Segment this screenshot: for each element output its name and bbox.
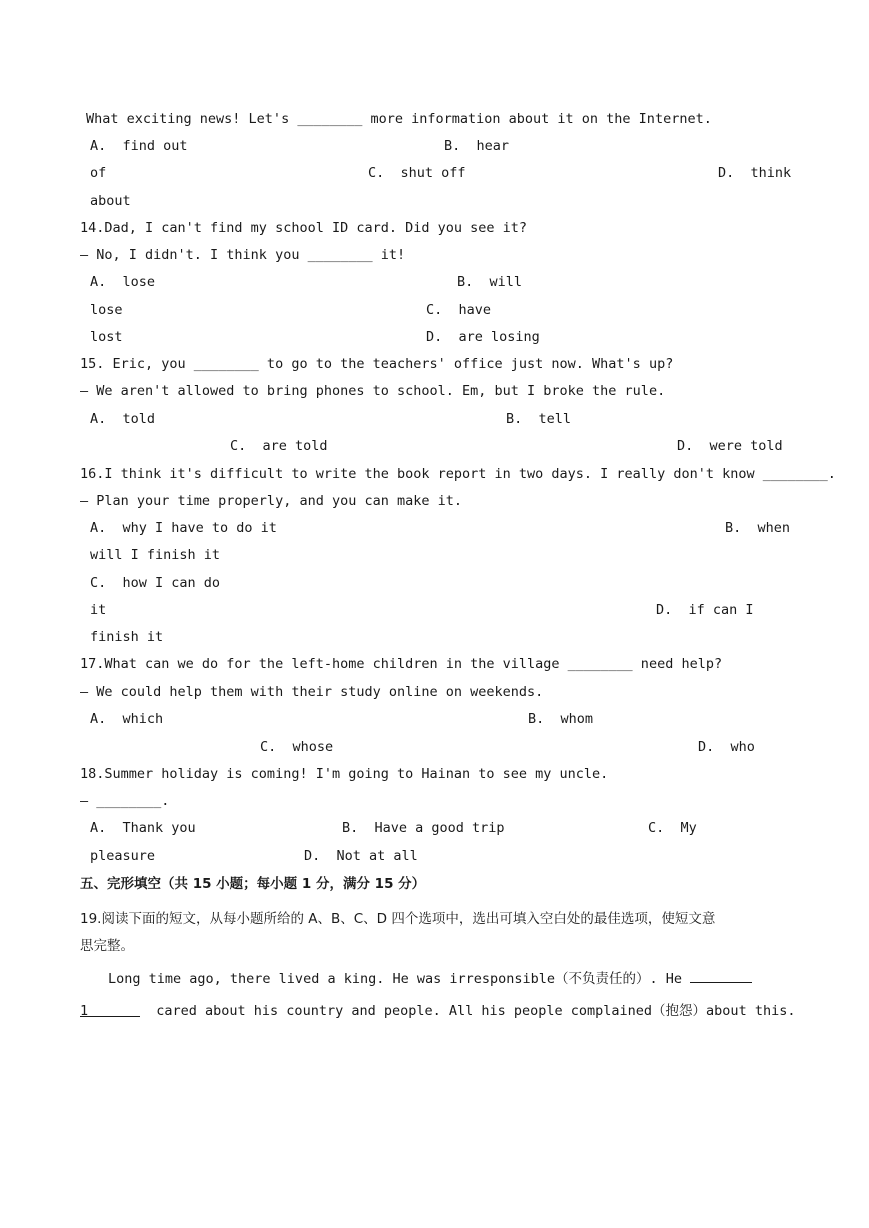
q15-option-a: A. told [90, 411, 156, 427]
q15-option-c: C. are told [230, 438, 328, 454]
q14-option-b: B. will [457, 274, 523, 290]
q13-option-a-wrap: of [90, 165, 107, 181]
q14-option-a: A. lose [90, 274, 156, 290]
passage-line2 [80, 1002, 795, 1020]
q17-option-a: A. which [90, 711, 164, 727]
q16-option-c: C. how I can do [90, 575, 221, 591]
q18-option-c: C. My [648, 820, 697, 836]
q14-reply: — No, I didn't. I think you ________ it! [80, 247, 406, 263]
q14-option-c: C. have [426, 302, 492, 318]
q17-option-c: C. whose [260, 739, 334, 755]
q16-option-b-wrap: will I finish it [90, 547, 221, 563]
q19-instruction-line1: 19.阅读下面的短文，从每小题所给的 A、B、C、D 四个选项中，选出可填入空白处的最佳选项，使短文意 [80, 911, 716, 927]
q16-reply: — Plan your time properly, and you can make it. [80, 493, 463, 509]
q17-stem: 17.What can we do for the left-home children in the village ________ need help? [80, 656, 723, 672]
q13-option-b: B. hear [444, 138, 510, 154]
q13-option-c: C. shut off [368, 165, 466, 181]
blank-1-number: 1 [80, 1003, 89, 1019]
blank-1 [80, 1002, 140, 1017]
q17-option-b: B. whom [528, 711, 594, 727]
blank-line-end [690, 968, 752, 983]
q16-stem: 16.I think it's difficult to write the book report in two days. I really don't know ________. [80, 466, 836, 482]
q16-option-d: D. if can I [656, 602, 754, 618]
q18-option-b: B. Have a good trip [342, 820, 505, 836]
section-heading: 五、完形填空（共 15 小题；每小题 1 分，满分 15 分） [80, 876, 426, 892]
q15-reply: — We aren't allowed to bring phones to school. Em, but I broke the rule. [80, 383, 666, 399]
q16-option-d-wrap: finish it [90, 629, 164, 645]
q13-option-d: D. think [718, 165, 792, 181]
q18-reply: — ________. [80, 793, 170, 809]
q14-option-d: D. are losing [426, 329, 540, 345]
q16-option-a: A. why I have to do it [90, 520, 277, 536]
q13-option-a: A. find out [90, 138, 188, 154]
passage-line1 [108, 968, 752, 988]
q14-option-b-wrap: lose [90, 302, 123, 318]
q15-stem: 15. Eric, you ________ to go to the teachers' office just now. What's up? [80, 356, 674, 372]
q15-option-b: B. tell [506, 411, 572, 427]
q18-option-d: D. Not at all [304, 848, 418, 864]
q15-option-d: D. were told [677, 438, 783, 454]
passage-line2-text: cared about his country and people. All his people complained（抱怨）about this. [156, 1003, 796, 1019]
q18-option-a: A. Thank you [90, 820, 196, 836]
q14-option-c-wrap: lost [90, 329, 123, 345]
q17-option-d: D. who [698, 739, 755, 755]
q17-reply: — We could help them with their study online on weekends. [80, 684, 544, 700]
q13-stem: What exciting news! Let's ________ more information about it on the Internet. [86, 111, 712, 127]
q18-option-c-wrap: pleasure [90, 848, 156, 864]
q16-option-c-wrap: it [90, 602, 107, 618]
q16-option-b: B. when [725, 520, 791, 536]
q19-instruction-line2: 思完整。 [80, 938, 134, 954]
q18-stem: 18.Summer holiday is coming! I'm going to Hainan to see my uncle. [80, 766, 609, 782]
q14-stem: 14.Dad, I can't find my school ID card. Did you see it? [80, 220, 528, 236]
passage-line1-text: Long time ago, there lived a king. He was irresponsible（不负责任的）. He [108, 971, 683, 987]
q13-option-d-wrap: about [90, 193, 131, 209]
